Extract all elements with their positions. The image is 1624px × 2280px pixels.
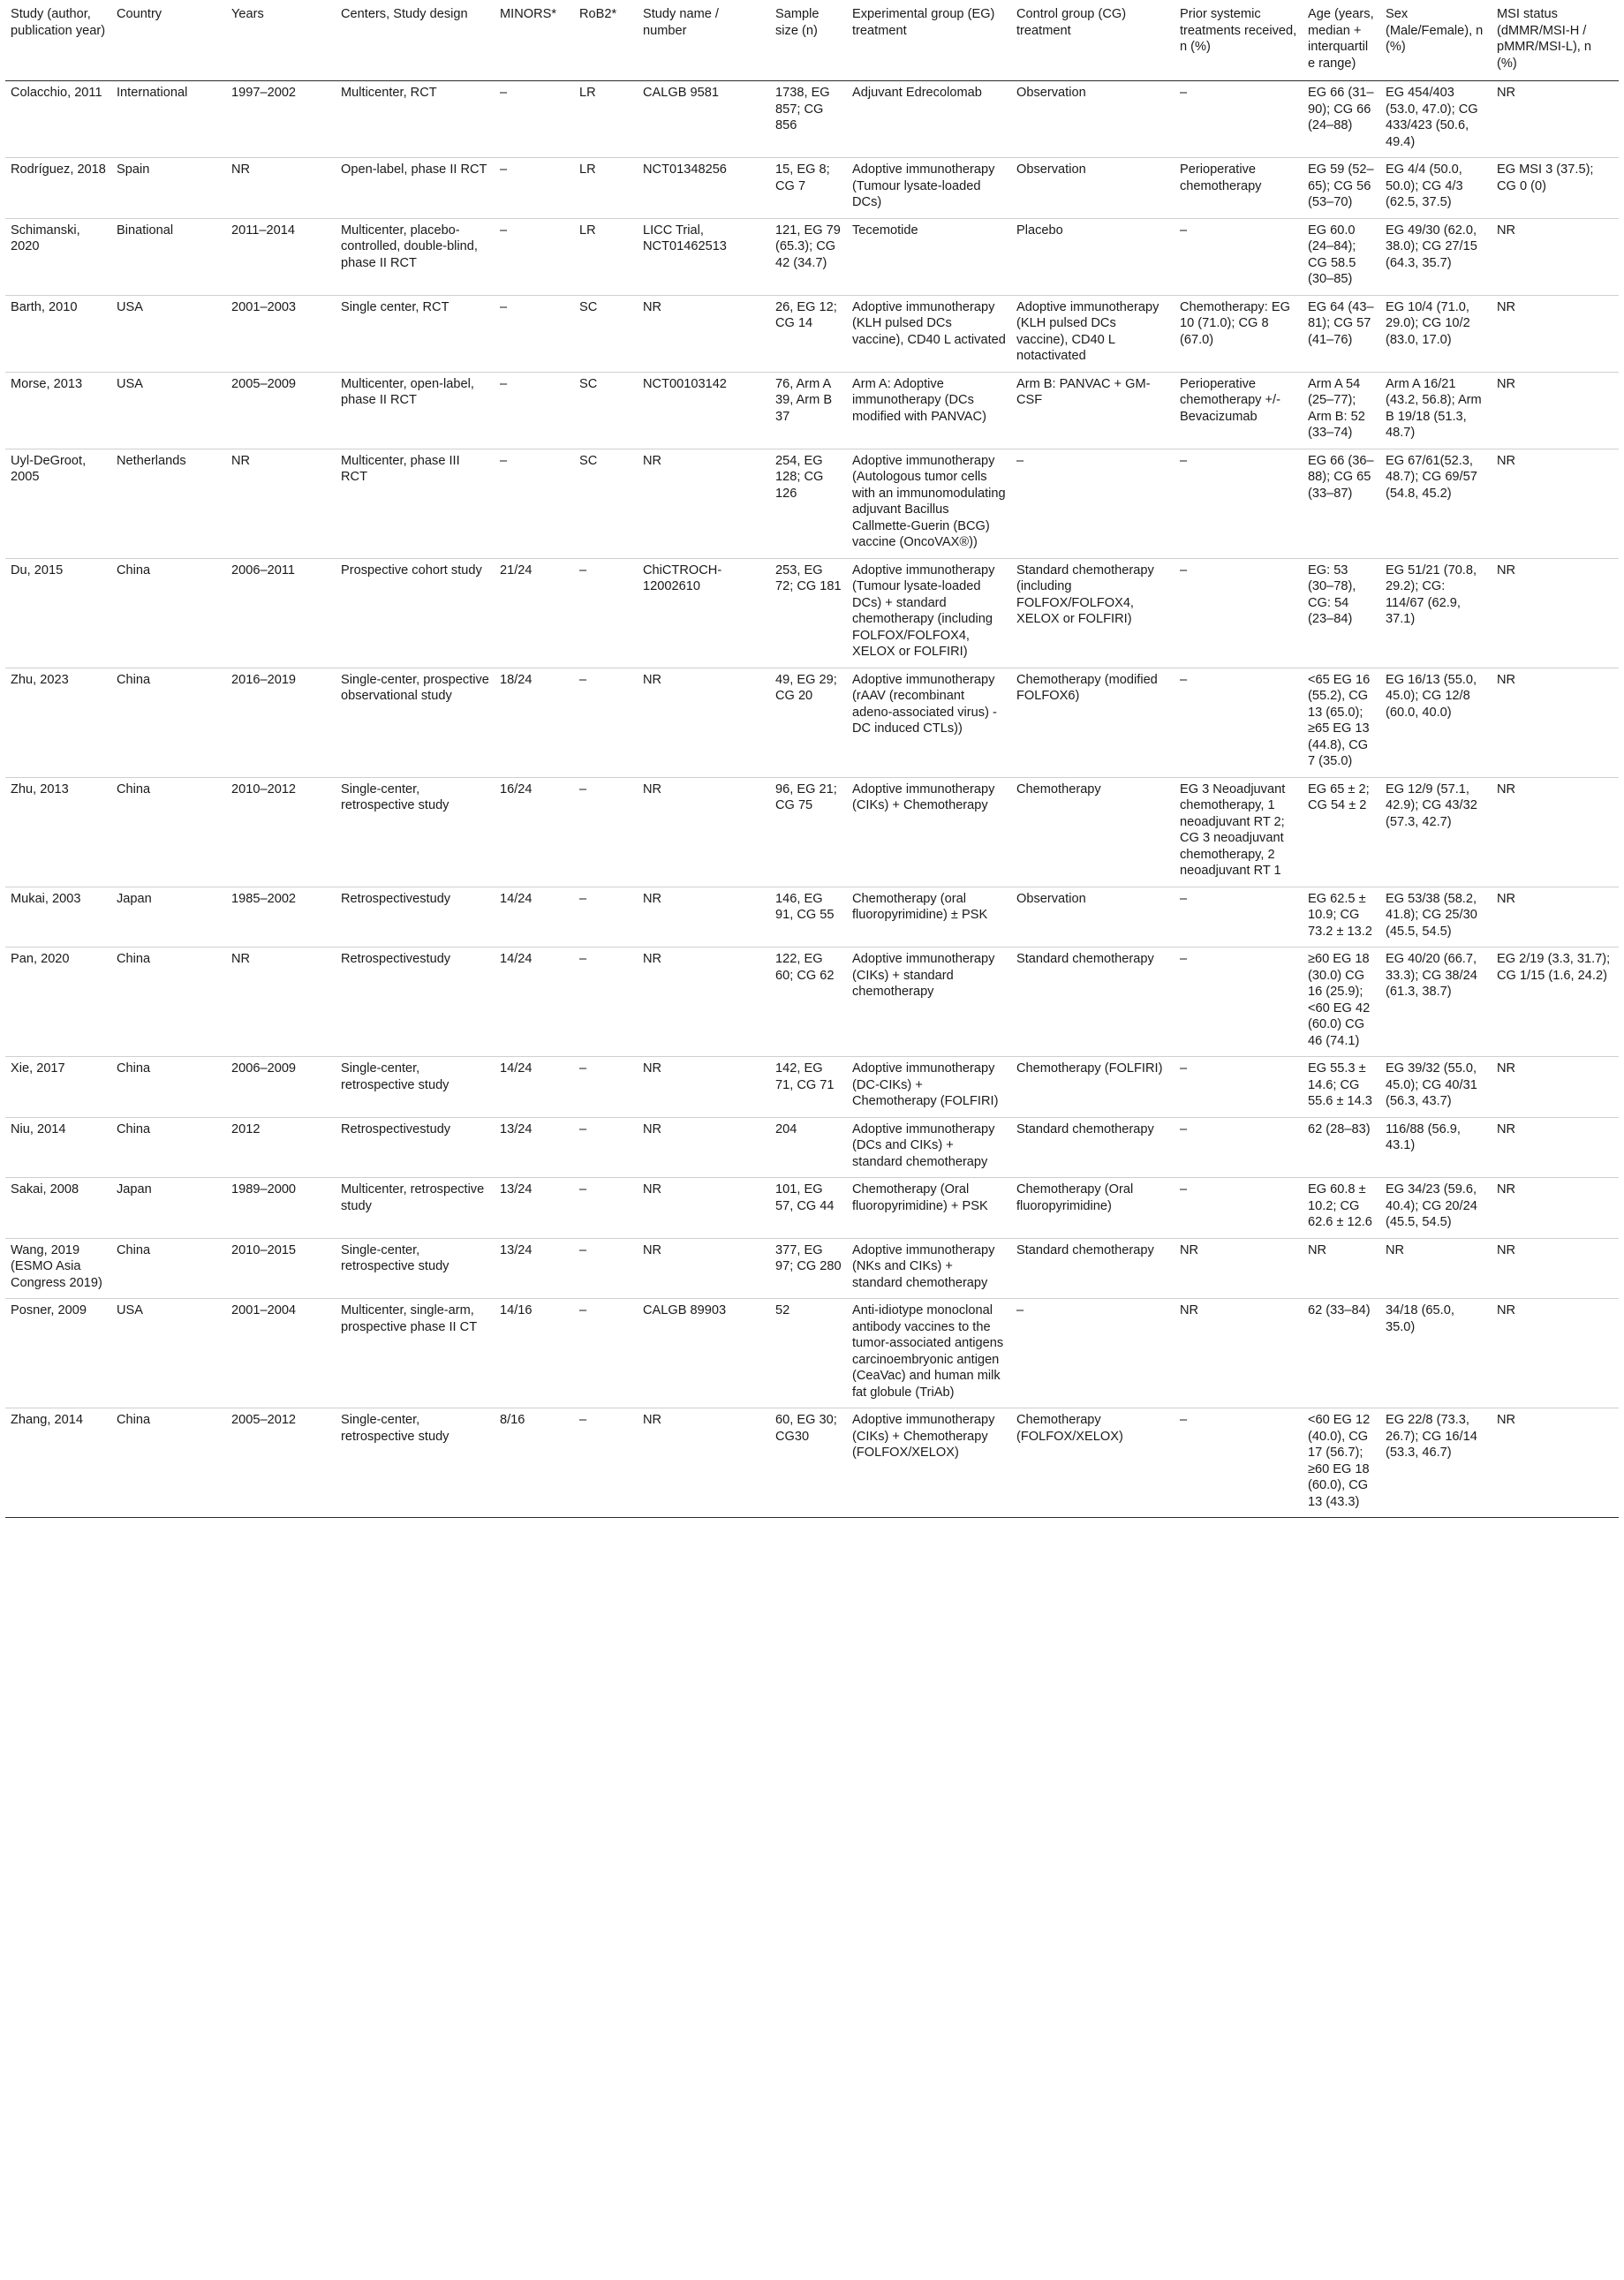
- table-cell: Open-label, phase II RCT: [341, 162, 487, 177]
- table-cell: –: [1180, 223, 1188, 238]
- table-cell: LR: [579, 162, 596, 177]
- table-cell: –: [500, 376, 508, 391]
- table-cell: EG 67/61(52.3, 48.7); CG 69/57 (54.8, 45.2): [1386, 453, 1477, 501]
- table-cell: Observation: [1016, 162, 1086, 177]
- table-row: [5, 1178, 1619, 1239]
- table-cell: Adoptive immunotherapy (DC-CIKs) + Chemotherapy (FOLFIRI): [852, 1061, 999, 1108]
- table-cell: NR: [1497, 891, 1516, 906]
- table-cell: –: [579, 672, 587, 687]
- table-cell: NR: [1497, 376, 1516, 391]
- table-cell: –: [1180, 1061, 1188, 1076]
- table-row: [5, 1117, 1619, 1178]
- table-cell: Perioperative chemotherapy: [1180, 162, 1262, 193]
- column-header: Study name / number: [643, 7, 719, 38]
- table-cell: 21/24: [500, 562, 533, 578]
- table-cell: 2005–2012: [231, 1413, 297, 1427]
- table-cell: China: [117, 1413, 151, 1427]
- table-cell: 14/24: [500, 1061, 533, 1076]
- table-row: [5, 1057, 1619, 1118]
- table-cell: 18/24: [500, 672, 533, 687]
- table-cell: Adoptive immunotherapy (rAAV (recombinant adeno-associated virus) - DC induced CTLs)): [852, 672, 997, 736]
- column-header: Sample size (n): [775, 7, 820, 38]
- table-row: [5, 1408, 1619, 1518]
- table-cell: NR: [643, 891, 662, 906]
- table-cell: EG 65 ± 2; CG 54 ± 2: [1308, 781, 1370, 812]
- table-cell: China: [117, 1242, 151, 1257]
- table-cell: Chemotherapy (FOLFOX/XELOX): [1016, 1413, 1123, 1444]
- table-cell: 2010–2012: [231, 781, 297, 796]
- column-header: RoB2*: [579, 7, 617, 21]
- table-cell: NR: [643, 952, 662, 966]
- table-cell: –: [579, 952, 587, 966]
- table-cell: 13/24: [500, 1242, 533, 1257]
- table-cell: EG 40/20 (66.7, 33.3); CG 38/24 (61.3, 38.7): [1386, 952, 1477, 999]
- table-cell: Schimanski, 2020: [11, 223, 80, 253]
- table-cell: China: [117, 672, 151, 687]
- table-cell: EG 66 (36–88); CG 65 (33–87): [1308, 453, 1374, 501]
- table-cell: Multicenter, single-arm, prospective phase II CT: [341, 1303, 478, 1334]
- table-cell: Adoptive immunotherapy (KLH pulsed DCs vaccine), CD40 L notactivated: [1016, 299, 1159, 363]
- table-cell: EG 16/13 (55.0, 45.0); CG 12/8 (60.0, 40.0): [1386, 672, 1477, 720]
- table-cell: 1738, EG 857; CG 856: [775, 86, 830, 132]
- table-cell: Multicenter, open-label, phase II RCT: [341, 376, 474, 407]
- table-row: [5, 947, 1619, 1057]
- table-cell: NR: [643, 453, 662, 468]
- table-row: [5, 81, 1619, 158]
- table-cell: Colacchio, 2011: [11, 86, 102, 100]
- table-cell: NR: [1497, 672, 1516, 687]
- table-cell: 14/24: [500, 891, 533, 906]
- column-header: Country: [117, 7, 162, 21]
- table-cell: Spain: [117, 162, 150, 177]
- table-cell: Multicenter, RCT: [341, 86, 437, 100]
- table-row: [5, 1299, 1619, 1408]
- table-cell: Single-center, retrospective study: [341, 1242, 449, 1273]
- table-cell: Observation: [1016, 86, 1086, 100]
- table-cell: Multicenter, placebo-controlled, double-blind, phase II RCT: [341, 223, 478, 270]
- table-cell: China: [117, 562, 151, 578]
- table-cell: China: [117, 1061, 151, 1076]
- table-cell: Single-center, prospective observational study: [341, 672, 489, 703]
- table-cell: Retrospectivestudy: [341, 1121, 451, 1136]
- table-cell: 1989–2000: [231, 1182, 297, 1197]
- table-cell: NR: [643, 1061, 662, 1076]
- table-cell: Standard chemotherapy (including FOLFOX/FOLFOX4, XELOX or FOLFIRI): [1016, 562, 1154, 626]
- table-cell: EG 60.8 ± 10.2; CG 62.6 ± 12.6: [1308, 1182, 1372, 1229]
- column-header: Experimental group (EG) treatment: [852, 7, 995, 38]
- table-cell: Perioperative chemotherapy +/- Bevacizumab: [1180, 376, 1280, 424]
- table-cell: 60, EG 30; CG30: [775, 1413, 837, 1444]
- table-cell: <60 EG 12 (40.0), CG 17 (56.7); ≥60 EG 18 (60.0), CG 13 (43.3): [1308, 1413, 1371, 1509]
- table-cell: Pan, 2020: [11, 952, 70, 966]
- table-cell: Retrospectivestudy: [341, 891, 451, 906]
- table-cell: NR: [1497, 1121, 1516, 1136]
- table-cell: NR: [1497, 223, 1516, 238]
- table-cell: NR: [1386, 1242, 1405, 1257]
- table-cell: Single-center, retrospective study: [341, 1413, 449, 1444]
- column-header: Study (author, publication year): [11, 7, 106, 38]
- studies-table: [5, 4, 1619, 1518]
- table-cell: 2012: [231, 1121, 261, 1136]
- table-cell: 13/24: [500, 1121, 533, 1136]
- table-cell: SC: [579, 453, 598, 468]
- table-cell: NR: [643, 781, 662, 796]
- table-cell: Posner, 2009: [11, 1303, 87, 1317]
- table-cell: Adoptive immunotherapy (Autologous tumor cells with an immunomodulating adjuvant Bacillus Callmette-Guerin (BCG) vaccine (OncoVAX®)): [852, 453, 1006, 549]
- table-cell: –: [579, 1061, 587, 1076]
- table-cell: NR: [643, 299, 662, 314]
- column-header: Age (years, median + interquartile range): [1308, 7, 1374, 71]
- column-header: MSI status (dMMR/MSI-H / pMMR/MSI-L), n (%): [1497, 7, 1592, 71]
- table-cell: 62 (28–83): [1308, 1121, 1371, 1136]
- table-cell: 122, EG 60; CG 62: [775, 952, 835, 983]
- table-row: [5, 218, 1619, 295]
- table-cell: –: [579, 1182, 587, 1197]
- table-cell: NR: [1180, 1242, 1199, 1257]
- table-cell: Chemotherapy (oral fluoropyrimidine) ± PSK: [852, 891, 988, 922]
- table-cell: Wang, 2019 (ESMO Asia Congress 2019): [11, 1242, 102, 1290]
- table-cell: Multicenter, phase III RCT: [341, 453, 460, 484]
- table-cell: EG 2/19 (3.3, 31.7); CG 1/15 (1.6, 24.2): [1497, 952, 1611, 983]
- table-header: [5, 4, 1619, 81]
- table-row: [5, 1238, 1619, 1299]
- table-cell: –: [1016, 453, 1024, 468]
- table-cell: 16/24: [500, 781, 533, 796]
- table-cell: EG 4/4 (50.0, 50.0); CG 4/3 (62.5, 37.5): [1386, 162, 1463, 209]
- table-cell: Mukai, 2003: [11, 891, 81, 906]
- table-cell: China: [117, 1121, 151, 1136]
- table-cell: NR: [1497, 299, 1516, 314]
- table-cell: Arm B: PANVAC + GM-CSF: [1016, 376, 1151, 407]
- table-cell: USA: [117, 1303, 144, 1317]
- table-cell: –: [1180, 1182, 1188, 1197]
- table-cell: –: [579, 562, 587, 578]
- table-row: [5, 295, 1619, 372]
- table-cell: Multicenter, retrospective study: [341, 1182, 485, 1213]
- table-cell: Standard chemotherapy: [1016, 1121, 1154, 1136]
- table-cell: Chemotherapy (Oral fluoropyrimidine): [1016, 1182, 1134, 1213]
- table-cell: NCT01348256: [643, 162, 727, 177]
- table-cell: NR: [231, 162, 251, 177]
- column-header: Years: [231, 7, 264, 21]
- table-cell: 1997–2002: [231, 86, 297, 100]
- table-cell: Netherlands: [117, 453, 186, 468]
- table-cell: –: [1180, 672, 1188, 687]
- table-cell: –: [579, 1121, 587, 1136]
- table-cell: 15, EG 8; CG 7: [775, 162, 830, 193]
- table-cell: EG 49/30 (62.0, 38.0); CG 27/15 (64.3, 35.7): [1386, 223, 1477, 270]
- table-cell: Barth, 2010: [11, 299, 78, 314]
- table-cell: EG 66 (31–90); CG 66 (24–88): [1308, 86, 1374, 132]
- table-cell: Rodríguez, 2018: [11, 162, 106, 177]
- table-cell: 14/16: [500, 1303, 533, 1317]
- table-cell: NR: [643, 1413, 662, 1427]
- table-cell: Chemotherapy (Oral fluoropyrimidine) + PSK: [852, 1182, 988, 1213]
- table-cell: Tecemotide: [852, 223, 918, 238]
- table-cell: EG 12/9 (57.1, 42.9); CG 43/32 (57.3, 42.7): [1386, 781, 1477, 829]
- table-cell: –: [579, 1242, 587, 1257]
- table-cell: International: [117, 86, 188, 100]
- table-cell: 2001–2003: [231, 299, 297, 314]
- table-cell: 254, EG 128; CG 126: [775, 453, 824, 501]
- table-cell: SC: [579, 299, 598, 314]
- table-cell: Prospective cohort study: [341, 562, 482, 578]
- table-cell: NR: [1497, 86, 1516, 100]
- table-cell: –: [1180, 1121, 1188, 1136]
- table-cell: EG 39/32 (55.0, 45.0); CG 40/31 (56.3, 43.7): [1386, 1061, 1477, 1108]
- table-cell: Japan: [117, 1182, 152, 1197]
- table-cell: –: [1016, 1303, 1024, 1317]
- table-cell: –: [1180, 86, 1188, 100]
- table-cell: –: [1180, 562, 1188, 578]
- table-row: [5, 887, 1619, 947]
- table-cell: Single-center, retrospective study: [341, 1061, 449, 1092]
- table-cell: 121, EG 79 (65.3); CG 42 (34.7): [775, 223, 841, 270]
- table-cell: Adoptive immunotherapy (DCs and CIKs) + standard chemotherapy: [852, 1121, 995, 1169]
- table-row: [5, 558, 1619, 668]
- column-header: MINORS*: [500, 7, 557, 21]
- header-row: [5, 4, 1619, 81]
- table-cell: 52: [775, 1303, 790, 1317]
- table-cell: Sakai, 2008: [11, 1182, 79, 1197]
- table-cell: 204: [775, 1121, 797, 1136]
- table-cell: Adjuvant Edrecolomab: [852, 86, 982, 100]
- table-cell: NR: [231, 952, 251, 966]
- table-cell: 142, EG 71, CG 71: [775, 1061, 835, 1092]
- table-cell: Anti-idiotype monoclonal antibody vaccines to the tumor-associated antigens carcinoembryonic antigen (CeaVac) and human milk fat globule (TriAb): [852, 1303, 1004, 1400]
- table-cell: NR: [643, 1182, 662, 1197]
- table-cell: Chemotherapy (modified FOLFOX6): [1016, 672, 1158, 703]
- table-cell: 49, EG 29; CG 20: [775, 672, 837, 703]
- table-row: [5, 372, 1619, 449]
- table-cell: 116/88 (56.9, 43.1): [1386, 1121, 1461, 1152]
- table-cell: Zhu, 2023: [11, 672, 69, 687]
- table-cell: Morse, 2013: [11, 376, 83, 391]
- table-cell: Single center, RCT: [341, 299, 449, 314]
- table-cell: 62 (33–84): [1308, 1303, 1371, 1317]
- table-cell: 34/18 (65.0, 35.0): [1386, 1303, 1454, 1334]
- column-header: Centers, Study design: [341, 7, 468, 21]
- table-cell: EG 62.5 ± 10.9; CG 73.2 ± 13.2: [1308, 891, 1372, 939]
- table-cell: 2001–2004: [231, 1303, 297, 1317]
- table-cell: –: [579, 781, 587, 796]
- table-cell: NR: [1497, 1182, 1516, 1197]
- table-cell: EG 64 (43–81); CG 57 (41–76): [1308, 299, 1374, 347]
- table-cell: EG 60.0 (24–84); CG 58.5 (30–85): [1308, 223, 1356, 286]
- table-cell: –: [1180, 1413, 1188, 1427]
- table-cell: Adoptive immunotherapy (Tumour lysate-loaded DCs) + standard chemotherapy (including FOLFOX/FOLFOX4, XELOX or FOLFIRI): [852, 562, 995, 659]
- table-cell: EG 59 (52–65); CG 56 (53–70): [1308, 162, 1374, 209]
- table-cell: Adoptive immunotherapy (KLH pulsed DCs vaccine), CD40 L activated: [852, 299, 1006, 347]
- table-cell: Niu, 2014: [11, 1121, 66, 1136]
- table-cell: –: [1180, 952, 1188, 966]
- table-cell: Retrospectivestudy: [341, 952, 451, 966]
- table-cell: ChiCTROCH-12002610: [643, 562, 722, 593]
- table-cell: NR: [1497, 781, 1516, 796]
- table-cell: Chemotherapy: [1016, 781, 1101, 796]
- table-cell: 8/16: [500, 1413, 525, 1427]
- table-cell: Arm A: Adoptive immunotherapy (DCs modified with PANVAC): [852, 376, 986, 424]
- table-cell: EG 3 Neoadjuvant chemotherapy, 1 neoadjuvant RT 2; CG 3 neoadjuvant chemotherapy, 2 neoadjuvant RT 1: [1180, 781, 1286, 878]
- table-cell: NR: [643, 672, 662, 687]
- table-row: [5, 777, 1619, 887]
- table-cell: CALGB 9581: [643, 86, 719, 100]
- table-row: [5, 668, 1619, 777]
- table-cell: –: [579, 1413, 587, 1427]
- table-cell: EG: 53 (30–78), CG: 54 (23–84): [1308, 562, 1356, 626]
- table-cell: CALGB 89903: [643, 1303, 727, 1317]
- table-cell: 2006–2009: [231, 1061, 297, 1076]
- table-cell: NR: [231, 453, 251, 468]
- table-cell: Single-center, retrospective study: [341, 781, 449, 812]
- table-cell: 2011–2014: [231, 223, 295, 238]
- table-cell: –: [500, 299, 508, 314]
- table-cell: NR: [643, 1242, 662, 1257]
- table-cell: –: [500, 453, 508, 468]
- table-cell: NR: [1497, 1303, 1516, 1317]
- table-cell: China: [117, 952, 151, 966]
- table-cell: 101, EG 57, CG 44: [775, 1182, 835, 1213]
- table-cell: LICC Trial, NCT01462513: [643, 223, 727, 253]
- table-cell: 2005–2009: [231, 376, 297, 391]
- table-cell: –: [1180, 453, 1188, 468]
- table-cell: –: [1180, 891, 1188, 906]
- table-cell: NR: [1497, 562, 1516, 578]
- table-cell: Chemotherapy (FOLFIRI): [1016, 1061, 1163, 1076]
- table-cell: Adoptive immunotherapy (CIKs) + Chemotherapy: [852, 781, 995, 812]
- table-cell: Zhu, 2013: [11, 781, 69, 796]
- table-cell: Adoptive immunotherapy (Tumour lysate-loaded DCs): [852, 162, 995, 209]
- table-cell: NR: [1497, 453, 1516, 468]
- table-cell: 2010–2015: [231, 1242, 297, 1257]
- table-cell: Xie, 2017: [11, 1061, 65, 1076]
- table-cell: Uyl-DeGroot, 2005: [11, 453, 87, 484]
- table-cell: 13/24: [500, 1182, 533, 1197]
- table-cell: 2006–2011: [231, 562, 295, 578]
- table-cell: Placebo: [1016, 223, 1063, 238]
- table-cell: NR: [643, 1121, 662, 1136]
- table-cell: EG 454/403 (53.0, 47.0); CG 433/423 (50.6, 49.4): [1386, 86, 1478, 149]
- table-cell: 96, EG 21; CG 75: [775, 781, 837, 812]
- table-body: [5, 81, 1619, 1518]
- table-cell: Standard chemotherapy: [1016, 952, 1154, 966]
- table-cell: Arm A 54 (25–77); Arm B: 52 (33–74): [1308, 376, 1365, 440]
- table-cell: LR: [579, 223, 596, 238]
- table-cell: Du, 2015: [11, 562, 64, 578]
- table-cell: EG 53/38 (58.2, 41.8); CG 25/30 (45.5, 54.5): [1386, 891, 1477, 939]
- table-cell: 26, EG 12; CG 14: [775, 299, 837, 330]
- table-cell: Japan: [117, 891, 152, 906]
- table-cell: 377, EG 97; CG 280: [775, 1242, 842, 1273]
- table-cell: Arm A 16/21 (43.2, 56.8); Arm B 19/18 (51.3, 48.7): [1386, 376, 1482, 440]
- table-cell: NCT00103142: [643, 376, 727, 391]
- table-cell: LR: [579, 86, 596, 100]
- table-cell: –: [500, 86, 508, 100]
- column-header: Sex (Male/Female), n (%): [1386, 7, 1484, 54]
- table-cell: <65 EG 16 (55.2), CG 13 (65.0); ≥65 EG 13 (44.8), CG 7 (35.0): [1308, 672, 1371, 768]
- table-cell: –: [579, 891, 587, 906]
- table-cell: –: [500, 223, 508, 238]
- table-cell: EG 55.3 ± 14.6; CG 55.6 ± 14.3: [1308, 1061, 1372, 1108]
- table-cell: –: [500, 162, 508, 177]
- table-cell: USA: [117, 376, 144, 391]
- table-cell: NR: [1180, 1303, 1199, 1317]
- table-cell: 2016–2019: [231, 672, 297, 687]
- table-cell: EG MSI 3 (37.5); CG 0 (0): [1497, 162, 1594, 193]
- table-cell: Adoptive immunotherapy (NKs and CIKs) + standard chemotherapy: [852, 1242, 995, 1290]
- table-cell: USA: [117, 299, 144, 314]
- table-cell: Zhang, 2014: [11, 1413, 83, 1427]
- table-cell: NR: [1497, 1061, 1516, 1076]
- table-cell: Chemotherapy: EG 10 (71.0); CG 8 (67.0): [1180, 299, 1290, 347]
- column-header: Control group (CG) treatment: [1016, 7, 1127, 38]
- table-cell: 146, EG 91, CG 55: [775, 891, 835, 922]
- table-row: [5, 449, 1619, 558]
- table-cell: NR: [1308, 1242, 1327, 1257]
- table-cell: Adoptive immunotherapy (CIKs) + standard chemotherapy: [852, 952, 995, 999]
- table-cell: NR: [1497, 1413, 1516, 1427]
- column-header: Prior systemic treatments received, n (%): [1180, 7, 1297, 54]
- table-cell: Observation: [1016, 891, 1086, 906]
- table-cell: EG 51/21 (70.8, 29.2); CG: 114/67 (62.9, 37.1): [1386, 562, 1477, 626]
- table-row: [5, 158, 1619, 219]
- table-cell: EG 22/8 (73.3, 26.7); CG 16/14 (53.3, 46.7): [1386, 1413, 1477, 1460]
- table-cell: SC: [579, 376, 598, 391]
- table-cell: NR: [1497, 1242, 1516, 1257]
- table-cell: Standard chemotherapy: [1016, 1242, 1154, 1257]
- table-cell: China: [117, 781, 151, 796]
- table-cell: 253, EG 72; CG 181: [775, 562, 842, 593]
- table-cell: 14/24: [500, 952, 533, 966]
- table-cell: –: [579, 1303, 587, 1317]
- table-cell: 76, Arm A 39, Arm B 37: [775, 376, 833, 424]
- table-cell: Binational: [117, 223, 174, 238]
- table-cell: EG 34/23 (59.6, 40.4); CG 20/24 (45.5, 54.5): [1386, 1182, 1477, 1229]
- table-cell: EG 10/4 (71.0, 29.0); CG 10/2 (83.0, 17.0): [1386, 299, 1470, 347]
- table-cell: Adoptive immunotherapy (CIKs) + Chemotherapy (FOLFOX/XELOX): [852, 1413, 995, 1460]
- table-cell: ≥60 EG 18 (30.0) CG 16 (25.9); <60 EG 42 (60.0) CG 46 (74.1): [1308, 952, 1371, 1048]
- table-cell: 1985–2002: [231, 891, 297, 906]
